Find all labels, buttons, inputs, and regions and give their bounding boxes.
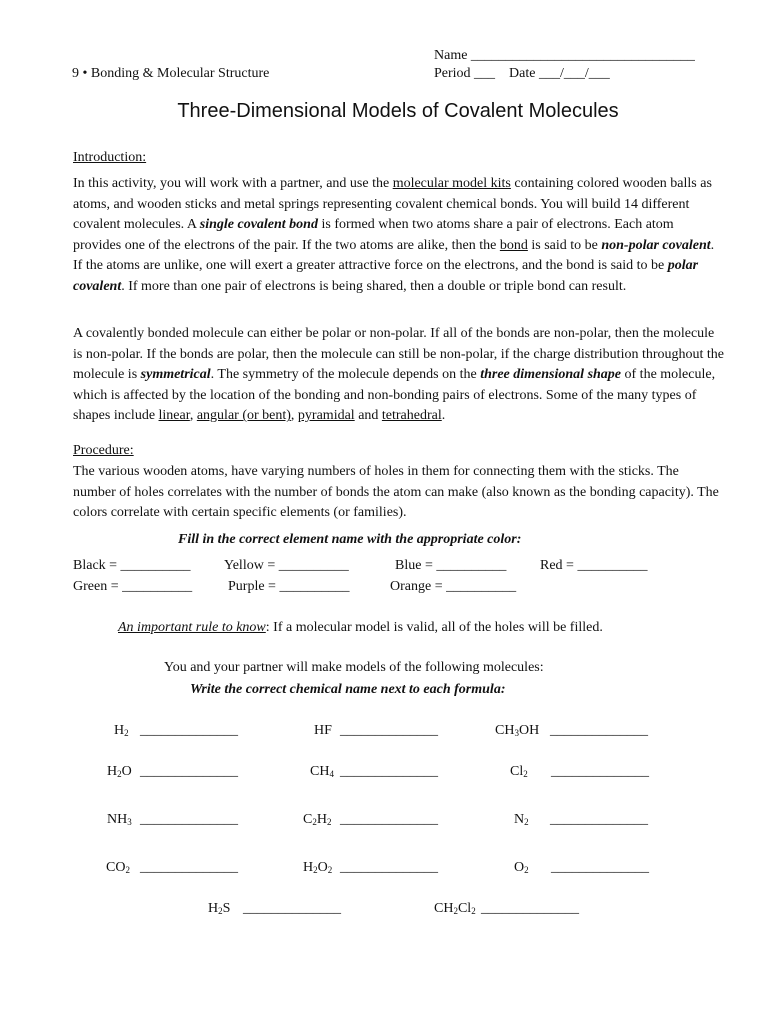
term-polar-covalent: polar covalent	[73, 258, 699, 294]
formula-h2o2: $H_2O_2$	[303, 860, 333, 875]
answer-blank: ______________	[140, 860, 238, 875]
answer-blank: ______________	[550, 723, 648, 738]
term-non-polar-covalent: non-polar covalent	[601, 237, 711, 253]
answer-blank: ______________	[551, 764, 649, 779]
name-line: Name ________________________________	[434, 48, 695, 63]
term-single-covalent-bond: single covalent bond	[199, 217, 318, 233]
formula-n2: $N_2$	[514, 812, 529, 827]
color-yellow: Yellow = __________	[224, 558, 349, 573]
formula-ch3oh: $CH_3OH$	[495, 723, 540, 738]
procedure-heading: Procedure:	[73, 443, 134, 458]
color-instruction: Fill in the correct element name with the appropriate color:	[178, 532, 522, 547]
formula-nh3: $NH_3$	[107, 812, 132, 827]
answer-blank: ______________	[551, 860, 649, 875]
answer-blank: ______________	[550, 812, 648, 827]
color-orange: Orange = __________	[390, 579, 517, 594]
answer-blank: ______________	[140, 723, 238, 738]
course-label: 9 • Bonding & Molecular Structure	[72, 66, 270, 81]
color-blue: Blue = __________	[395, 558, 507, 573]
formula-cl2: $Cl_2$	[510, 764, 528, 779]
models-intro: You and your partner will make models of the following molecules:	[164, 660, 544, 675]
color-purple: Purple = __________	[228, 579, 350, 594]
term-three-dimensional-shape: three dimensional shape	[480, 367, 622, 383]
answer-blank: ______________	[243, 901, 341, 916]
formula-h2s: $H_2S$	[208, 901, 231, 916]
color-green: Green = __________	[73, 579, 193, 594]
formula-o2: $O_2$	[514, 860, 529, 875]
formula-ch2cl2: $CH_2Cl_2$	[434, 901, 476, 916]
period-date-line: Period ___ Date ___/___/___	[434, 66, 610, 81]
answer-blank: ______________	[340, 723, 438, 738]
term-symmetrical: symmetrical	[140, 367, 211, 383]
formula-c2h2: $C_2H_2$	[303, 812, 332, 827]
procedure-paragraph: The various wooden atoms, have varying numbers of holes in them for connecting them with the sticks. The number of holes correlates with the number of bonds the atom can make (also known as the bonding capacity). The colors correlate with certain specific elements (or families).	[73, 464, 719, 521]
page-title: Three-Dimensional Models of Covalent Molecules	[177, 100, 619, 122]
intro-paragraph-2: A covalently bonded molecule can either be polar or non-polar. If all of the bonds are non-polar, then the molecule is non-polar. If the bonds are polar, then the molecule can still be non-polar, if the charge distribution throughout the molecule is symmetrical. The symmetry of the molecule depends on the three dimensional shape of the molecule, which is affected by the location of the bonding and non-bonding pairs of electrons. Some of the many types of shapes include linear, angular (or bent), pyramidal and tetrahedral.	[73, 326, 725, 424]
formula-co2: $CO_2$	[106, 860, 130, 875]
formula-h2o: $H_2O$	[107, 764, 132, 779]
answer-blank: ______________	[340, 764, 438, 779]
formula-ch4: $CH_4$	[310, 764, 334, 779]
color-red: Red = __________	[540, 558, 648, 573]
color-black: Black = __________	[73, 558, 191, 573]
intro-heading: Introduction:	[73, 150, 147, 165]
answer-blank: ______________	[140, 764, 238, 779]
formula-hf: HF	[314, 723, 332, 738]
important-rule: An important rule to know: If a molecular model is valid, all of the holes will be filled.	[118, 620, 603, 635]
answer-blank: ______________	[140, 812, 238, 827]
answer-blank: ______________	[481, 901, 579, 916]
answer-blank: ______________	[340, 812, 438, 827]
formula-h2: $H_2$	[114, 723, 129, 738]
answer-blank: ______________	[340, 860, 438, 875]
name-instruction: Write the correct chemical name next to each formula:	[190, 682, 506, 697]
intro-paragraph-1: In this activity, you will work with a partner, and use the molecular model kits containing colored wooden balls as atoms, and wooden sticks and metal springs representing covalent chemical bonds. You will build 14 different covalent molecules. A single covalent bond is formed when two atoms share a pair of electrons. Each atom provides one of the electrons of the pair. If the two atoms are alike, then the bond is said to be non-polar covalent. If the atoms are unlike, one will exert a greater attractive force on the electrons, and the bond is said to be polar covalent. If more than one pair of electrons is being shared, then a double or triple bond can result.	[73, 176, 715, 294]
